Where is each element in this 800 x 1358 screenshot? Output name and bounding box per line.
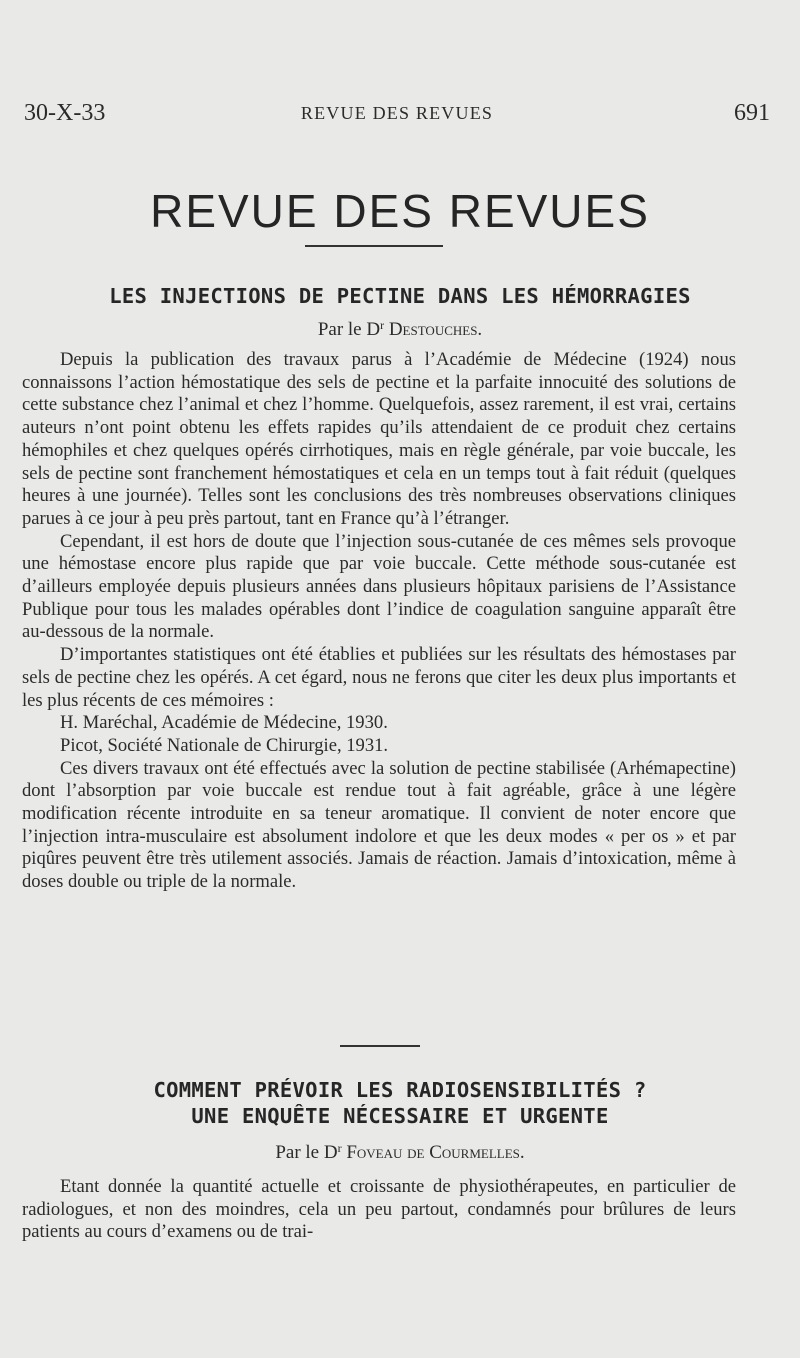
title-divider bbox=[305, 245, 443, 247]
article1-body bbox=[22, 349, 736, 894]
author-name: Destouches. bbox=[388, 319, 483, 340]
author-sup: r bbox=[337, 1141, 342, 1155]
header-date: 30-X-33 bbox=[24, 100, 106, 126]
header-page-number: 691 bbox=[734, 100, 770, 126]
citation: Picot, Société Nationale de Chirurgie, 1931. bbox=[60, 734, 389, 756]
header-running-title: REVUE DES REVUES bbox=[300, 103, 494, 123]
article2-title-line2: UNE ENQUÊTE NÉCESSAIRE ET URGENTE bbox=[191, 1104, 609, 1128]
paragraph: Depuis la publication des travaux parus à l’Académie de Médecine (1924) nous connaissons l’action hémostatique des sels de pectine et la parfaite innocuité des solutions de cette substance chez l’animal et chez l’homme. Quelquefois, assez rarement, il est vrai, certains auteurs n’ont point obtenu les effets rapides qu’ils attendaient de ce produit chez certains hémophiles et chez quelques opérés cirrhotiques, mais en règle générale, par voie buccale, les sels de pectine sont franchement hémostatiques et cela en un temps tout à fait réduit (quelques heures à une journée). Telles sont les conclusions des très nombreuses observations cliniques parues à ce jour à peu près partout, tant en France qu’à l’étranger. bbox=[22, 349, 736, 529]
author-prefix: Par le D bbox=[317, 319, 381, 340]
article1-author bbox=[0, 319, 800, 341]
paragraph: Ces divers travaux ont été effectués avec la solution de pectine stabilisée (Arhémapectine) dont l’absorption par voie buccale est rendue tout à fait agréable, grâce à une légère modification récente introduite en sa teneur aromatique. Il convient de noter encore que l’injection intra-musculaire est absolument indolore et que les deux modes « per os » et par piqûres peuvent être très utilement associés. Jamais de réaction. Jamais d’intoxication, même à doses double ou triple de la normale. bbox=[22, 757, 736, 893]
article1-title: LES INJECTIONS DE PECTINE DANS LES HÉMORRAGIES bbox=[109, 284, 691, 308]
section-title: REVUE DES REVUES bbox=[150, 185, 650, 237]
author-sup: r bbox=[380, 318, 385, 332]
paragraph: D’importantes statistiques ont été établies et publiées sur les résultats des hémostases par sels de pectine chez les opérés. A cet égard, nous ne ferons que citer les deux plus importants et les plus récents de ces mémoires : bbox=[22, 644, 736, 711]
citation: H. Maréchal, Académie de Médecine, 1930. bbox=[60, 712, 388, 734]
author-prefix: Par le D bbox=[275, 1142, 338, 1163]
author-name: Foveau de Courmelles. bbox=[346, 1142, 525, 1163]
article2-title-line1: COMMENT PRÉVOIR LES RADIOSENSIBILITÉS ? bbox=[153, 1078, 647, 1102]
article2-body bbox=[22, 1176, 736, 1244]
paragraph: Cependant, il est hors de doute que l’injection sous-cutanée de ces mêmes sels provoque une hémostase encore plus rapide que par voie buccale. Cette méthode sous-cutanée est d’ailleurs employée depuis plusieurs années dans plusieurs hôpitaux parisiens de l’Assistance Publique pour tous les malades opérables dont l’indice de coagulation sanguine apparaît être au-dessous de la normale. bbox=[22, 530, 736, 643]
article-divider bbox=[340, 1045, 420, 1047]
article2-author bbox=[0, 1142, 800, 1164]
paragraph: Etant donnée la quantité actuelle et croissante de physiothérapeutes, en particulier de radiologues, et non des moindres, cela un peu partout, condamnés pour brûlures de leurs patients au cours d’examens ou de trai- bbox=[22, 1176, 736, 1243]
running-header bbox=[24, 100, 770, 132]
